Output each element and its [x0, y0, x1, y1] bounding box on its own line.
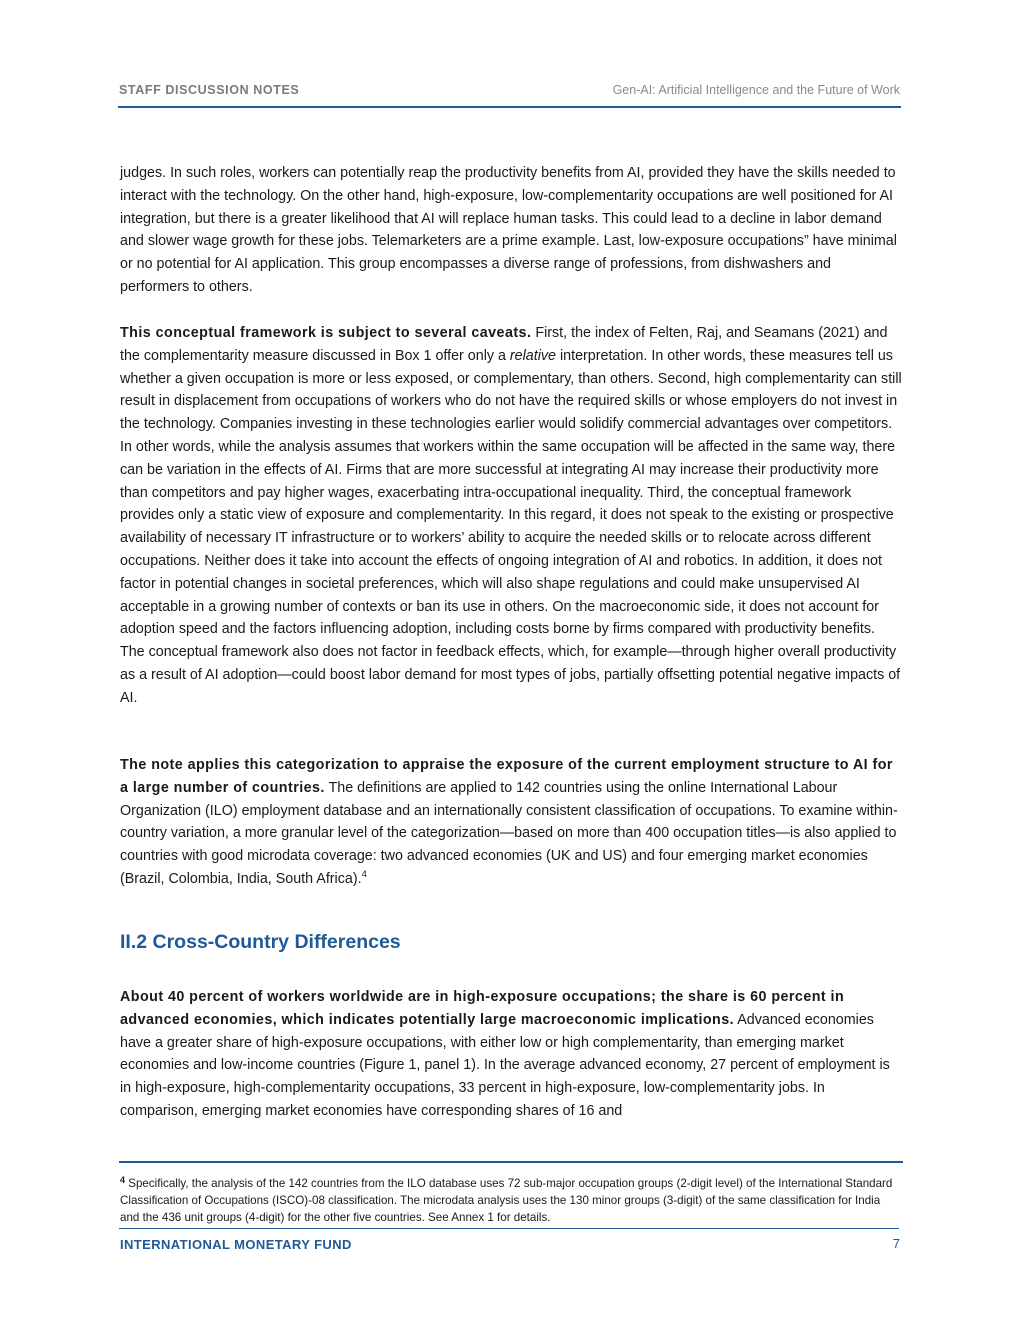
- emphasis-relative: relative: [509, 347, 557, 364]
- paragraph-text: First, the index of Felten, Raj, and Seamans (2021) and the complementarity measure discussed in Box 1 offer only a: [120, 325, 888, 364]
- footnote-reference[interactable]: 4: [361, 868, 367, 880]
- header-series-title: STAFF DISCUSSION NOTES: [119, 83, 300, 97]
- footnote-divider: [119, 1161, 903, 1163]
- paragraph-lead: About 40 percent of workers worldwide are in high-exposure occupations; the share is 60 percent in advanced economies, which indicates potentially large macroeconomic implications.: [120, 989, 845, 1028]
- paragraph-text: interpretation. In other words, these measures tell us whether a given occupation is more or less exposed, or complementary, than others. Second, high complementarity can still result in displacement from occupations of workers who do not have the required skills or whose employers do not invest in the technology. Companies investing in these technologies earlier would solidify commercial advantages over competitors. In other words, while the analysis assumes that workers within the same occupation will be affected in the same way, there can be variation in the effects of AI. Firms that are more successful at integrating AI may increase their productivity more than competitors and pay higher wages, exacerbating intra-occupational inequality. Third, the conceptual framework provides only a static view of exposure and complementarity. In this regard, it does not speak to the existing or prospective availability of necessary IT infrastructure or to workers’ ability to acquire the needed skills or to relocate across different occupations. Neither does it take into account the effects of ongoing integration of AI and robotics. In addition, it does not factor in potential changes in societal preferences, which will also shape regulations and could make unsupervised AI acceptable in a growing number of contexts or ban its use in others. On the macroeconomic side, it does not account for adoption speed and the factors influencing adoption, including costs borne by firms compared with productivity benefits. The conceptual framework also does not factor in feedback effects, which, for example—through higher overall productivity as a result of AI adoption—could boost labor demand for most types of jobs, partially offsetting potential negative impacts of AI.: [120, 347, 902, 706]
- paragraph-categorization: [120, 754, 902, 891]
- footnote-text: Specifically, the analysis of the 142 countries from the ILO database uses 72 sub-major occupation groups (2-digit level) of the International Standard Classification of Occupations (ISCO)-08 classification. The microdata analysis uses the 130 minor groups (3-digit) of the same classification for India and the 436 unit groups (4-digit) for the other five countries. See Annex 1 for details.: [120, 1177, 893, 1224]
- footer-organization: INTERNATIONAL MONETARY FUND: [120, 1237, 352, 1252]
- paragraph-lead: The note applies this categorization to appraise the exposure of the current employment structure to AI for a large number of countries.: [120, 757, 893, 796]
- paragraph-text: The definitions are applied to 142 countries using the online International Labour Organization (ILO) employment database and an internationally consistent classification of occupations. To examine within-country variation, a more granular level of the categorization—based on more than 400 occupation titles—is also applied to countries with good microdata coverage: two advanced economies (UK and US) and four emerging market economies (Brazil, Colombia, India, South Africa).: [120, 779, 898, 887]
- paragraph-lead: This conceptual framework is subject to several caveats.: [120, 325, 532, 341]
- paragraph-worldwide-exposure: [120, 986, 902, 1123]
- footer-divider: [119, 1228, 899, 1229]
- footnote-mark: 4: [120, 1175, 126, 1185]
- page-number: 7: [892, 1236, 900, 1251]
- header-divider: [118, 106, 901, 108]
- paragraph-roles: [120, 162, 902, 299]
- header-document-title: Gen-AI: Artificial Intelligence and the Future of Work: [612, 83, 900, 97]
- paragraph-caveats: [120, 322, 902, 710]
- paragraph-text: Advanced economies have a greater share of high-exposure occupations, with either low or high complementarity, than emerging market economies and low-income countries (Figure 1, panel 1). In the average advanced economy, 27 percent of employment is in high-exposure, high-complementarity occupations, 33 percent in high-exposure, low-complementarity jobs. In comparison, emerging market economies have corresponding shares of 16 and: [120, 1011, 890, 1119]
- section-heading: II.2 Cross-Country Differences: [120, 931, 401, 953]
- footnote: [120, 1172, 900, 1226]
- page-header: [119, 83, 900, 107]
- paragraph-text: judges. In such roles, workers can potentially reap the productivity benefits from AI, provided they have the skills needed to interact with the technology. On the other hand, high-exposure, low-complementarity occupations are well positioned for AI integration, but there is a greater likelihood that AI will replace human tasks. This could lead to a decline in labor demand and slower wage growth for these jobs. Telemarketers are a prime example. Last, low-exposure occupations” have minimal or no potential for AI application. This group encompasses a diverse range of professions, from dishwashers and performers to others.: [120, 165, 897, 295]
